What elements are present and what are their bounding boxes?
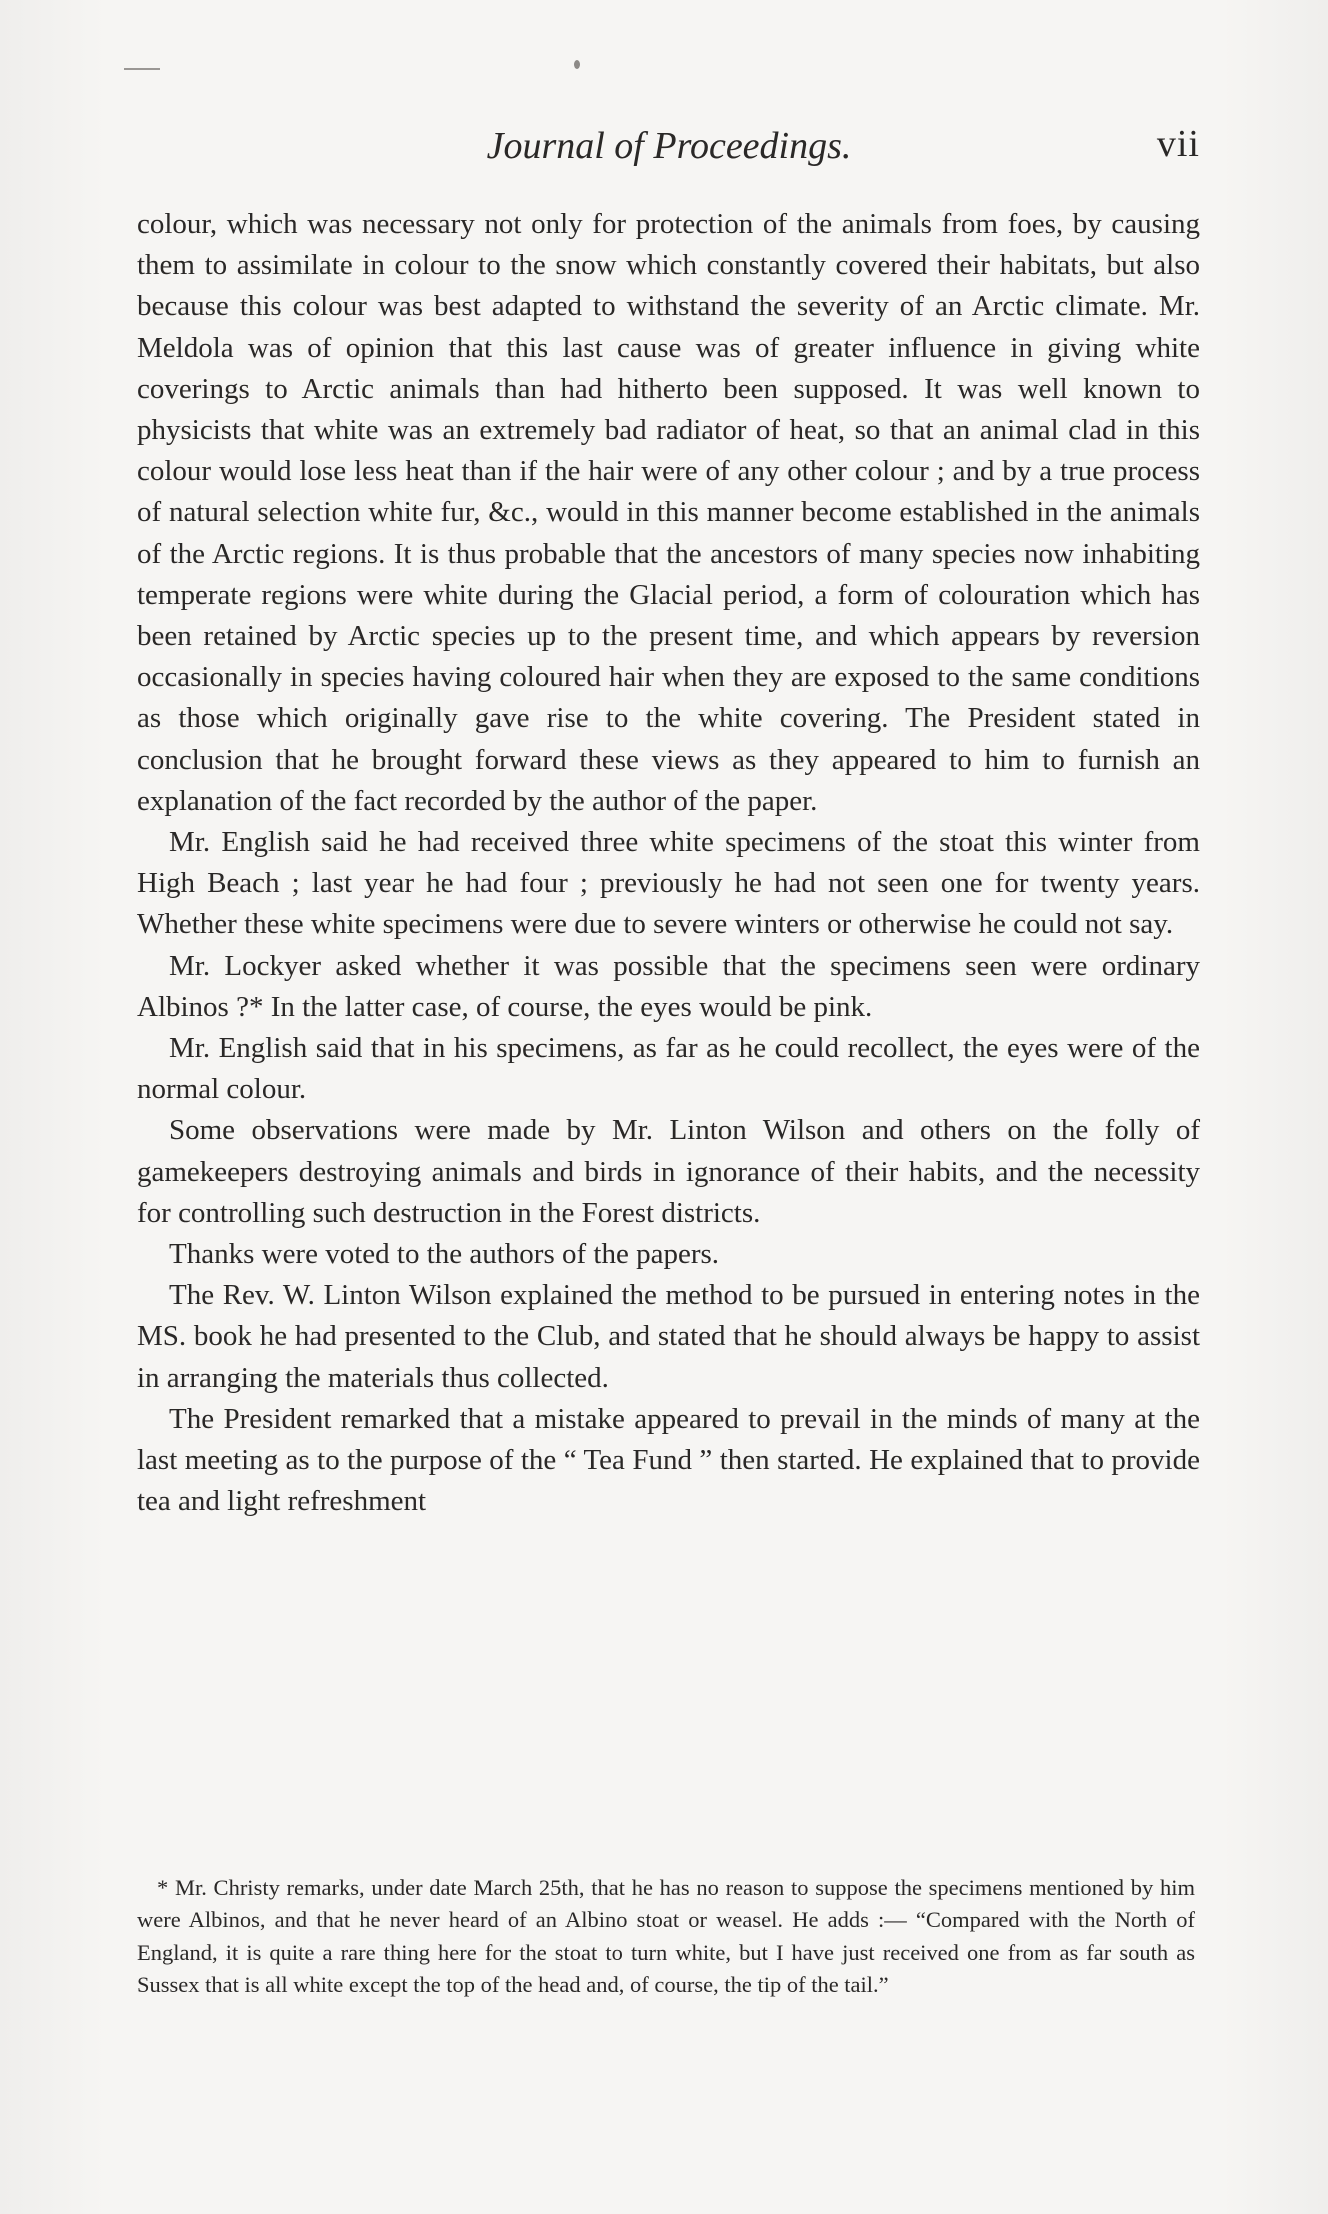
margin-mark (124, 68, 160, 70)
running-head: Journal of Proceedings. (486, 125, 852, 167)
paragraph-continued: colour, which was necessary not only for protection of the animals from foes, by causing them to assimilate in colour to the snow which constantly covered their habitats, but also because this colour was best adapted to withstand the severity of an Arctic climate. Mr. Meldola was of opinion that this last cause was of greater influence in giving white coverings to Arctic animals than had hitherto been supposed. It was well known to physicists that white was an extremely bad radiator of heat, so that an animal clad in this colour would lose less heat than if the hair were of any other colour ; and by a true process of natural selection white fur, &c., would in this manner become established in the animals of the Arctic regions. It is thus probable that the ancestors of many species now inhabiting temperate regions were white during the Glacial period, a form of colouration which has been retained by Arctic species up to the present time, and which appears by reversion occasionally in species having coloured hair when they are exposed to the same conditions as those which originally gave rise to the white covering. The President stated in conclusion that he brought forward these views as they appeared to him to furnish an explanation of the fact recorded by the author of the paper. (137, 208, 1200, 817)
ink-speck (574, 60, 580, 69)
page-number: vii (1156, 123, 1200, 165)
paragraph-gamekeepers: Some observations were made by Mr. Linton Wilson and others on the folly of gamekeepers destroying animals and birds in ignorance of their habits, and the necessity for controlling such destruction in the Forest districts. (137, 1114, 1200, 1229)
footnotes (137, 1872, 1195, 2002)
paragraph-tea-fund: The President remarked that a mistake appeared to prevail in the minds of many at the last meeting as to the purpose of the “ Tea Fund ” then started. He explained that to provide tea and light refreshment (137, 1402, 1200, 1518)
paragraph-english-stoats: Mr. English said he had received three white specimens of the stoat this winter from High Beach ; last year he had four ; previously he had not seen one for twenty years. Whether these white specimens were due to severe winters or otherwise he could not say. (137, 826, 1200, 941)
paragraph-english-eyes: Mr. English said that in his specimens, as far as he could recollect, the eyes were of the normal colour. (137, 1032, 1200, 1106)
footnote-christy: * Mr. Christy remarks, under date March 25th, that he has no reason to suppose the specimens mentioned by him were Albinos, and that he never heard of an Albino stoat or weasel. He adds :— “Compared with the North of England, it is quite a rare thing here for the stoat to turn white, but I have just received one from as far south as Sussex that is all white except the top of the head and, of course, the tip of the tail.” (137, 1875, 1195, 1998)
paragraph-thanks: Thanks were voted to the authors of the papers. (169, 1238, 720, 1271)
paragraph-ms-book: The Rev. W. Linton Wilson explained the method to be pursued in entering notes in the MS. book he had presented to the Club, and stated that he should always be happy to assist in arranging the materials thus collected. (137, 1279, 1200, 1394)
body-text (137, 204, 1200, 1523)
paragraph-lockyer-albinos: Mr. Lockyer asked whether it was possible that the specimens seen were ordinary Albinos ?* In the latter case, of course, the eyes would be pink. (137, 949, 1200, 1023)
page-header (138, 118, 1200, 178)
